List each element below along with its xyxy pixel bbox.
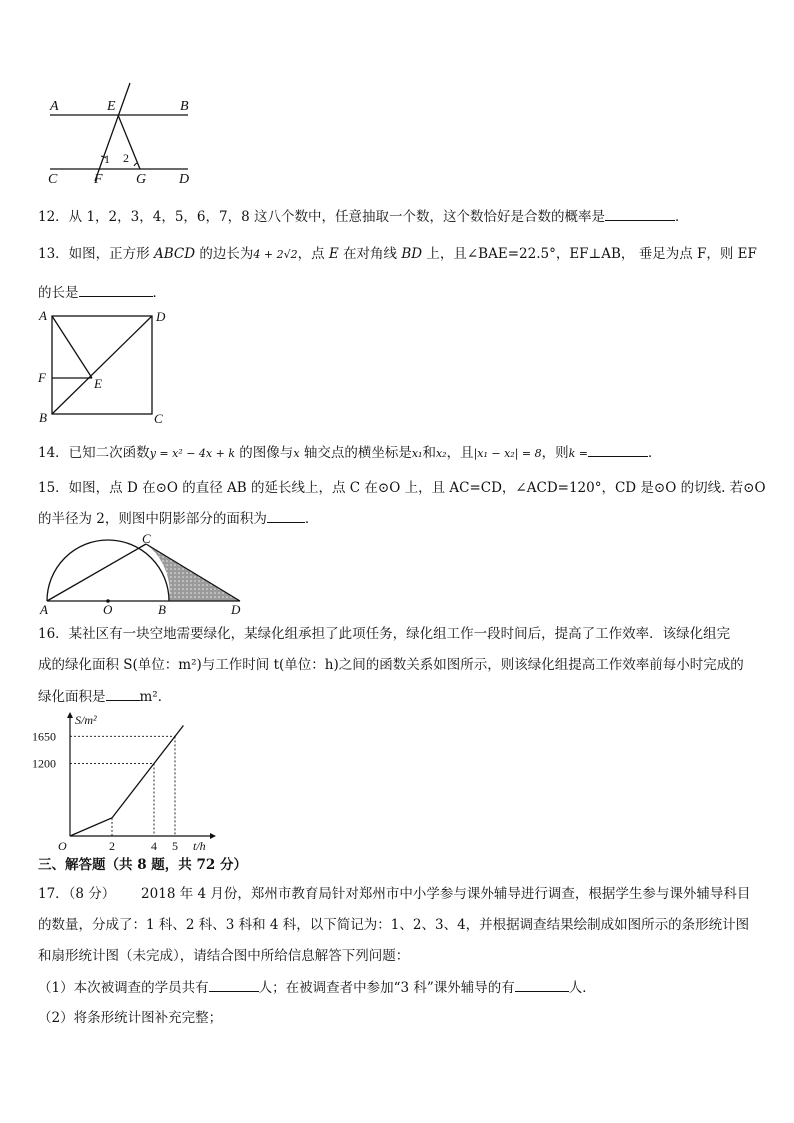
- q15-line1: 15．如图，点 D 在⊙O 的直径 AB 的延长线上，点 C 在⊙O 上，且 AC=CD，∠ACD=120°，CD 是⊙O 的切线. 若⊙O: [38, 480, 766, 496]
- question-15-line1: [38, 478, 766, 498]
- q14-x: x: [293, 447, 300, 460]
- q14-part1: 14．已知二次函数: [38, 445, 150, 461]
- label-G: G: [136, 172, 147, 187]
- q13-bd: BD: [401, 246, 423, 262]
- q14-part5: ，则: [541, 445, 569, 461]
- semi-label-O: O: [103, 602, 113, 617]
- q14-end: ．: [648, 445, 662, 461]
- semi-label-D: D: [231, 602, 241, 617]
- q17-answer-blank-2[interactable]: [515, 977, 569, 992]
- label-B: B: [180, 99, 189, 114]
- q13-side-length: 4 + 2√2: [253, 248, 298, 261]
- q13-abcd: ABCD: [153, 246, 196, 262]
- sq-label-C: C: [154, 411, 163, 426]
- label-D: D: [179, 172, 190, 187]
- q12-text: 12．从 1，2，3，4，5，6，7，8 这八个数中，任意抽取一个数，这个数恰好是合数的概率是: [38, 209, 605, 225]
- q12-answer-blank[interactable]: [605, 206, 675, 221]
- figure-square: [36, 308, 176, 428]
- question-14: [38, 442, 662, 464]
- q16-line3: 绿化面积是: [38, 689, 106, 705]
- y-axis-label: S/m²: [75, 713, 97, 727]
- y-axis-arrow: [67, 712, 73, 718]
- section-3-title: [38, 855, 247, 875]
- q17-line3: 和扇形统计图（未完成），请结合图中所给信息解答下列问题：: [38, 948, 410, 964]
- figure-semicircle: [34, 532, 254, 618]
- q14-part2: 的图像与: [235, 445, 294, 461]
- label-A: A: [50, 99, 59, 114]
- question-15-line2: [38, 508, 318, 529]
- q17-sub2: （2）将条形统计图补充完整；: [38, 1010, 223, 1026]
- q12-end: ．: [674, 209, 689, 225]
- q14-x1: x₁: [411, 447, 423, 460]
- q14-part4: ，且: [446, 445, 474, 461]
- q17-line2: 的数量，分成了：1 科、2 科、3 科和 4 科，以下简记为：1、2、3、4，并根据调查结果绘制成如图所示的条形统计图: [38, 917, 750, 933]
- question-16-line2: [38, 655, 744, 675]
- origin-label: O: [58, 839, 67, 853]
- sq-label-E: E: [94, 376, 102, 391]
- q15-end: ．: [304, 511, 319, 527]
- q13-line2: 的长是: [38, 285, 79, 301]
- q14-answer-blank[interactable]: [588, 442, 648, 457]
- figure-parallel-lines: [38, 78, 208, 188]
- q13-end: ．: [152, 285, 166, 301]
- label-C: C: [48, 172, 58, 187]
- q14-function: y = x² − 4x + k: [149, 447, 236, 460]
- q13-part1: 13．如图，正方形: [38, 246, 154, 262]
- question-16-line3: [38, 686, 171, 707]
- q13-part4: 在对角线: [338, 246, 402, 262]
- x-tick-label-2: 2: [109, 839, 115, 853]
- label-E: E: [107, 99, 116, 114]
- x-axis-label: t/h: [193, 839, 206, 853]
- q13-answer-blank[interactable]: [79, 282, 153, 297]
- sq-label-F: F: [38, 370, 46, 385]
- label-angle-2: 2: [123, 151, 129, 165]
- question-13-line2: [38, 282, 166, 303]
- q14-part3: 轴交点的横坐标是: [299, 445, 412, 461]
- question-17-sub1: [38, 977, 596, 998]
- sq-label-A: A: [39, 308, 47, 323]
- y-tick-label-1200: 1200: [32, 756, 56, 771]
- x-tick-label-5: 5: [172, 839, 178, 853]
- semi-label-B: B: [158, 602, 166, 617]
- label-F: F: [94, 172, 103, 187]
- x-axis-arrow: [210, 833, 216, 839]
- question-17-line3: [38, 946, 409, 966]
- q17-sub1-c: 人．: [568, 980, 596, 996]
- section-3-title-text: 三、解答题（共 8 题，共 72 分）: [38, 857, 247, 873]
- q13-part2: 的边长为: [195, 246, 254, 262]
- q13-part3: ，点: [297, 246, 329, 262]
- q15-answer-blank[interactable]: [267, 508, 305, 523]
- question-12: [38, 206, 688, 227]
- question-17-line2: [38, 915, 749, 935]
- q14-abs-condition: |x₁ − x₂| = 8: [473, 447, 542, 460]
- q16-line2: 成的绿化面积 S(单位：m²)与工作时间 t(单位：h)之间的函数关系如图所示，则该绿化组提高工作效率前每小时完成的: [38, 657, 744, 673]
- q13-e: E: [328, 246, 339, 262]
- label-angle-1: 1: [104, 152, 110, 166]
- question-17-line1: [38, 884, 750, 904]
- q15-line2: 的半径为 2，则图中阴影部分的面积为: [38, 511, 267, 527]
- q17-sub1-a: （1）本次被调查的学员共有: [38, 980, 209, 996]
- x-tick-label-4: 4: [151, 839, 157, 853]
- q16-line1: 16．某社区有一块空地需要绿化，某绿化组承担了此项任务，绿化组工作一段时间后，提高了工作效率．该绿化组完: [38, 626, 731, 642]
- q17-sub1-b: 人；在被调查者中参加“3 科”课外辅导的有: [258, 980, 515, 996]
- sq-label-D: D: [156, 309, 166, 324]
- q14-x2: x₂: [435, 447, 447, 460]
- semi-label-C: C: [142, 532, 151, 546]
- q13-part5: 上，且∠BAE=22.5°，EF⊥AB， 垂足为点 F，则 EF: [422, 246, 757, 262]
- series-line: [70, 725, 183, 836]
- q14-and: 和: [422, 445, 436, 461]
- q16-unit: m²．: [139, 689, 172, 705]
- question-16-line1: [38, 624, 730, 644]
- y-tick-label-1650: 1650: [32, 729, 56, 744]
- chart-area-vs-time: [30, 710, 220, 855]
- sq-label-B: B: [39, 410, 47, 425]
- q14-k: k =: [568, 447, 589, 460]
- q16-answer-blank[interactable]: [106, 686, 140, 701]
- question-13-line1: [38, 244, 757, 265]
- semi-label-A: A: [40, 602, 48, 617]
- q17-answer-blank-1[interactable]: [209, 977, 259, 992]
- question-17-sub2: [38, 1008, 222, 1028]
- q17-line1: 17．（8 分） 2018 年 4 月份，郑州市教育局针对郑州市中小学参与课外辅导进行调查，根据学生参与课外辅导科目: [38, 886, 751, 902]
